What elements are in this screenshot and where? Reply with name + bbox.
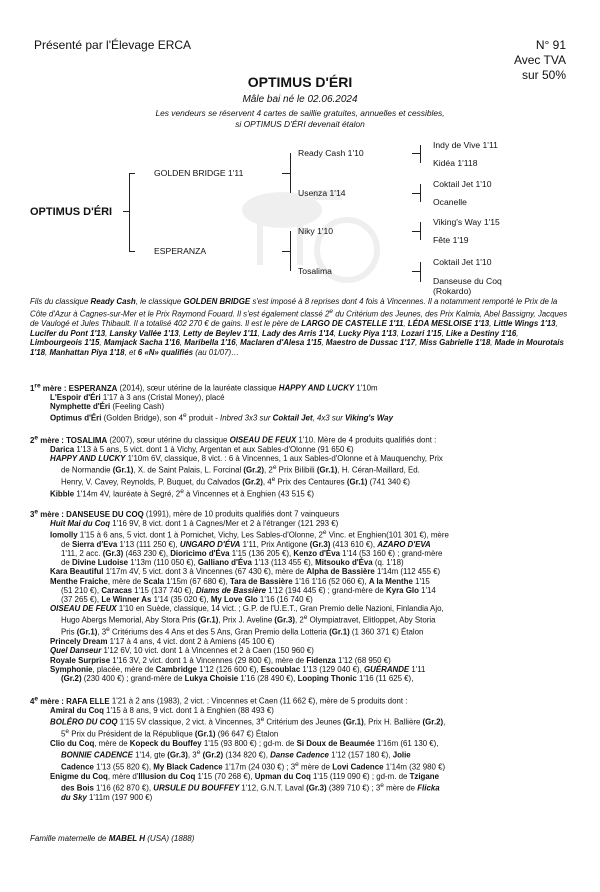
lot-number: N° 91 [535, 38, 566, 52]
pedigree-sss: Indy de Vive 1'11 [433, 140, 498, 150]
seller-note-1: Les vendeurs se réservent 4 cartes de saillie gratuites, annuelles et cessibles, [155, 108, 445, 118]
pedigree-dam: ESPERANZA [154, 246, 207, 256]
pedigree-dss: Viking's Way 1'15 [433, 217, 500, 227]
sire-description: Fils du classique Ready Cash, le classique GOLDEN BRIDGE s'est imposé à 8 reprises dont 4 fois à Vincennes. Il a notamment remporté le Prix de la Côte d'Azur à Cagnes-sur-Mer et le Prix Raymond Fouard. Il s'est également classé 2e du Critérium des Jeunes, des Prix Kalmia, Abel Bassigny, Jacques de Vaulogé et Jules Thibault. Il a totalisé 402 270 € de gains. Il est le père de LARGO DE CASTELLE 1'11, LÉDA MESLOISE 1'13, Little Wings 1'13, Lucifer du Pont 1'13, Lansky Vallée 1'13, Letty de Beylev 1'11, Lady des Arris 1'14, Lucky Piya 1'13, Lozari 1'15, Like a Destiny 1'16, Limbourgeois 1'15, Mamjack Sacha 1'16, Maribella 1'16, Maclaren d'Alesa 1'15, Maestro de Dussac 1'17, Miss Gabrielle 1'18, Made in Mourotais 1'18, Manhattan Piya 1'18, et 6 «N» qualifiés (au 01/07)… [30, 297, 568, 358]
pedigree-dam-dam: Tosalima [298, 266, 332, 276]
fourth-dam-section: 4e mère : RAFA ELLE 1'21 à 2 ans (1983), 2 vict. : Vincennes et Caen (11 662 €), mère de 5 produits dont : Amiral du Coq 1'15 à 8 ans, 9 vict. dont 1 à Enghien (88 493 €) BOLÉRO DU COQ 1'15 5V classique, 2 vict. à Vincennes, 3e Critérium des Jeunes (Gr.1), Prix H. Ballière (Gr.2), 5e Prix du Président de la République (Gr.1) (96 647 €) Étalon Clio du Coq, mère de Kopeck du Bouffey 1'15 (93 800 €) ; gd-m. de Si Doux de Beaumée 1'16m (61 130 €), BONNIE CADENCE 1'14, gte (Gr.3), 3e (Gr.2) (134 820 €), Danse Cadence 1'12 (157 180 €), Jolie Cadence 1'13 (55 820 €), My Black Cadence 1'17m (24 030 €) ; 3e mère de Lovi Cadence 1'14m (32 980 €) Enigme du Coq, mère d'Illusion du Coq 1'15 (70 268 €), Upman du Coq 1'15 (119 090 €) ; gd-m. de Tzigane des Bois 1'16 (62 870 €), URSULE DU BOUFFEY 1'12, G.N.T. Laval (Gr.3) (389 710 €) ; 3e mère de Flicka du Sky 1'11m (197 900 €) [30, 695, 446, 802]
family-origin: (USA) (1888) [147, 834, 195, 843]
pedigree-dsd: Fête 1'19 [433, 235, 469, 245]
second-dam-section: 2e mère : TOSALIMA (2007), sœur utérine du classique OISEAU DE FEUX 1'10. Mère de 4 produits qualifiés dont : Darica 1'13 à 5 ans, 5 vict. dont 1 à Vichy, Argentan et aux Sables-d'Olonne (91 650 €) HAPPY AND LUCKY 1'10m 6V, classique, 8 vict. : 6 à Vincennes, 1 aux Sables-d'Olonne et à Mauquenchy, Prix de Normandie (Gr.1), X. de Saint Palais, L. Forcinal (Gr.2), 2e Prix Bilibili (Gr.1), H. Céran-Maillard, Ed. Henry, V. Cavey, Reynolds, P. Buquet, du Calvados (Gr.2), 4e Prix des Centaures (Gr.1) (741 340 €) Kibble 1'14m 4V, lauréate à Segré, 2e à Vincennes et à Enghien (43 515 €) [30, 434, 443, 499]
family-label: Famille maternelle de [30, 834, 107, 843]
first-dam-section: 1re mère : ESPERANZA (2014), sœur utérine de la lauréate classique HAPPY AND LUCKY 1'10m L'Espoir d'Éri 1'17 à 3 ans (Cristal Money), placé Nymphette d'Éri (Feeling Cash) Optimus d'Éri (Golden Bridge), son 4e produit - Inbred 3x3 sur Coktail Jet, 4x3 sur Viking's Way [30, 382, 393, 423]
pedigree-dam-sire: Niky 1'10 [298, 226, 334, 236]
reserve-label: sur 50% [521, 68, 566, 82]
pedigree-dds: Coktail Jet 1'10 [433, 257, 492, 267]
pedigree-sds: Coktail Jet 1'10 [433, 179, 492, 189]
pedigree-sire-sire: Ready Cash 1'10 [298, 148, 364, 158]
horse-birth: Mâle bai né le 02.06.2024 [242, 94, 358, 105]
presenter-text: Présenté par l'Élevage ERCA [34, 38, 192, 52]
family-name: MABEL H [108, 834, 146, 843]
pedigree-ddd: Danseuse du Coq [433, 276, 502, 286]
seller-note-2: si OPTIMUS D'ÉRI devenait étalon [235, 119, 365, 129]
pedigree-ddd-sire: (Rokardo) [433, 286, 472, 296]
pedigree-ssd: Kidéa 1'118 [433, 158, 478, 168]
pedigree-sdd: Ocanelle [433, 197, 467, 207]
vat-label: Avec TVA [513, 53, 566, 67]
pedigree-subject: OPTIMUS D'ÉRI [30, 206, 113, 218]
pedigree-sire: GOLDEN BRIDGE 1'11 [154, 168, 244, 178]
maternal-family [30, 834, 194, 843]
horse-title: OPTIMUS D'ÉRI [247, 74, 353, 90]
third-dam-section: 3e mère : DANSEUSE DU COQ (1991), mère de 10 produits qualifiés dont 7 vainqueurs Huit Mai du Coq 1'16 9V, 8 vict. dont 1 à Cagnes/Mer et 2 à l'étranger (121 293 €) Iomolly 1'15 à 6 ans, 5 vict. dont 1 à Pornichet, Vichy, Les Sables-d'Olonne, 2e Vinc. et Enghien(101 301 €), mère de Sierra d'Eva 1'13 (111 250 €), UNGARO D'ÉVA 1'11, Prix Antigone (Gr.3) (413 610 €), AZARO D'EVA 1'11, 2 acc. (Gr.3) (463 230 €), Dioricimo d'Éva 1'15 (136 205 €), Kenzo d'Éva 1'14 (53 160 €) ; grand-mère de Divine Ludoise 1'13m (110 050 €), Galliano d'Éva 1'13 (113 455 €), Mitsouko d'Éva (q. 1'18) Kara Beautiful 1'17m 4V, 5 vict. dont 3 à Vincennes (67 430 €), mère de Alpha de Bassière 1'14m (112 455 €) Menthe Fraiche, mère de Scala 1'15m (67 680 €), Tara de Bassière 1'16 1'16 (52 060 €), A la Menthe 1'15 (51 210 €), Caracas 1'15 (137 740 €), Diams de Bassière 1'12 (194 445 €) ; grand-mère de Kyra Glo 1'14 (37 265 €), Le Winner As 1'14 (35 020 €), My Love Glo 1'16 (16 740 €) OISEAU DE FEUX 1'10 en Suède, classique, 14 vict. ; G.P. de l'U.E.T., Gran Premio delle Nazioni, Finlandia Ajo, Hugo Abergs Memorial, Aby Stora Pris (Gr.1), Prix J. Aveline (Gr.3), 2e Olympiatravet, Elitloppet, Aby Storia Pris (Gr.1), 3e Critériums des 4 Ans et des 5 Ans, Gran Premio della Lotteria (Gr.1) (1 360 371 €) Étalon Princely Dream 1'17 à 4 ans, 4 vict. dont 2 à Amiens (45 100 €) Quel Danseur 1'12 6V, 10 vict. dont 1 à Vincennes et 2 à Caen (150 960 €) Royale Surprise 1'16 3V, 2 vict. dont 1 à Vincennes (29 800 €), mère de Fidenza 1'12 (68 950 €) Symphonie, placée, mère de Cambridge 1'12 (126 600 €), Escoublac 1'13 (129 040 €), GUÉRANDE 1'11 (Gr.2) (230 400 €) ; grand-mère de Lukya Choisie 1'16 (28 490 €), Looping Thonic 1'16 (11 625 €), [30, 508, 449, 683]
pedigree-sire-dam: Usenza 1'14 [298, 188, 346, 198]
